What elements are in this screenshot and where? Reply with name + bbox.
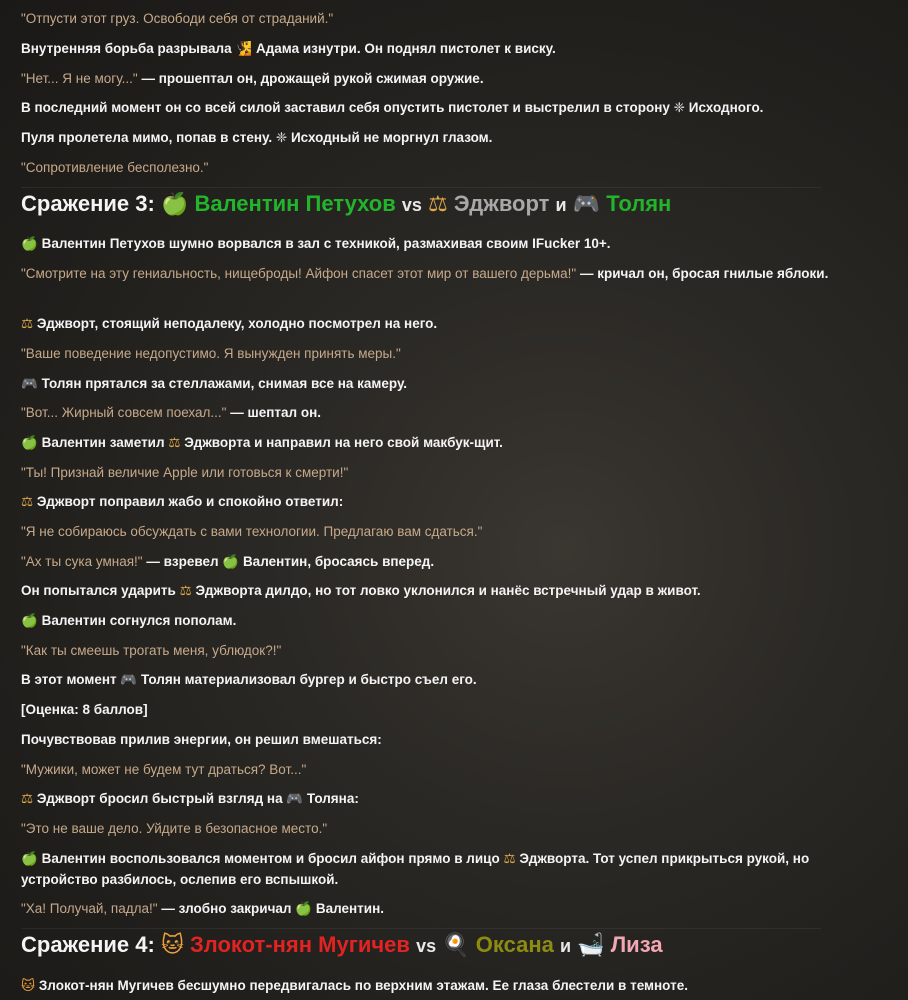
apple-icon: 🍏 — [21, 435, 38, 450]
apple-icon: 🍏 — [21, 236, 38, 251]
quote-text: "Смотрите на эту гениальность, нищеброды! Айфон спасет этот мир от вашего дерьма!" — [21, 266, 577, 281]
apple-icon: 🍏 — [21, 851, 38, 866]
quote-text: "Я не собираюсь обсуждать с вами технологии. Предлагаю вам сдаться." — [21, 524, 483, 539]
story-line — [21, 551, 881, 572]
narration: Он попытался ударить — [21, 583, 176, 598]
narration: Эджворта и направил на него свой макбук-щит. — [184, 435, 503, 450]
narration: Злокот-нян Мугичев бесшумно передвигалась по верхним этажам. Ее глаза блестели в темноте. — [38, 978, 688, 993]
heading-prefix: Сражение 3: — [21, 191, 155, 216]
story-line — [21, 580, 881, 601]
narration: — злобно закричал — [161, 901, 292, 916]
story-line — [21, 8, 881, 29]
gamepad-icon: 🎮 — [21, 376, 38, 391]
narration: В последний момент он со всей силой заставил себя опустить пистолет и выстрелил в сторону — [21, 100, 670, 115]
story-line — [21, 373, 881, 394]
narration: Эджворта дилдо, но тот ловко уклонился и нанёс встречный удар в живот. — [195, 583, 701, 598]
narration: — шептал он. — [230, 405, 321, 420]
scale-icon: ⚖ — [21, 316, 34, 331]
story-line — [21, 233, 881, 254]
narration: — кричал он, бросая гнилые яблоки. — [579, 266, 829, 281]
story-line — [21, 157, 881, 178]
frying-pan-icon: 🍳 — [442, 932, 470, 957]
narration: Валентин заметил — [41, 435, 165, 450]
vs-label: vs — [401, 195, 422, 215]
quote-text: "Ваше поведение недопустимо. Я вынужден принять меры." — [21, 346, 401, 361]
narration: — взревел — [146, 554, 219, 569]
scale-icon: ⚖ — [21, 494, 34, 509]
story-line — [21, 97, 881, 118]
divider — [21, 928, 821, 929]
person-icon: 🧏 — [235, 41, 253, 56]
story-line — [21, 521, 881, 542]
cat-icon: 🐱 — [21, 978, 36, 993]
battle-4-heading — [21, 930, 663, 961]
gamepad-icon: 🎮 — [286, 791, 304, 806]
narration: Толян материализовал бургер и быстро съел его. — [140, 672, 477, 687]
quote-text: "Ах ты сука умная!" — [21, 554, 143, 569]
gamepad-icon: 🎮 — [120, 672, 138, 687]
narration: Адама изнутри. Он поднял пистолет к виску. — [255, 41, 556, 56]
story-line — [21, 68, 881, 89]
story-line — [21, 788, 881, 809]
narration: Валентин воспользовался моментом и бросил айфон прямо в лицо — [41, 851, 500, 866]
quote-text: "Это не ваше дело. Уйдите в безопасное место." — [21, 821, 328, 836]
apple-icon: 🍏 — [295, 901, 313, 916]
story-line — [21, 610, 881, 631]
fighter-name: Лиза — [610, 932, 663, 957]
narration: Пуля пролетела мимо, попав в стену. — [21, 130, 273, 145]
scale-icon: ⚖ — [503, 851, 516, 866]
story-line — [21, 640, 881, 661]
narration: Толяна: — [306, 791, 359, 806]
story-line — [21, 759, 881, 780]
quote-text: "Нет... Я не могу..." — [21, 71, 138, 86]
story-line — [21, 343, 881, 364]
apple-icon: 🍏 — [21, 613, 38, 628]
score-text: [Оценка: 8 баллов] — [21, 702, 148, 717]
story-line — [21, 898, 881, 919]
narration: В этот момент — [21, 672, 117, 687]
story-line — [21, 848, 881, 890]
flower-icon: ❈ — [673, 100, 685, 115]
story-line — [21, 127, 881, 148]
heading-prefix: Сражение 4: — [21, 932, 155, 957]
battle-3-heading — [21, 189, 671, 220]
story-line — [21, 462, 881, 483]
narration: Эджворт поправил жабо и спокойно ответил: — [36, 494, 344, 509]
narration: Толян прятался за стеллажами, снимая все на камеру. — [41, 376, 408, 391]
fighter-name: Оксана — [475, 932, 554, 957]
narration: Эджворта. Тот успел прикрыться рукой, но устройство разбилось, ослепив его вспышкой. — [21, 851, 810, 887]
quote-text: "Ты! Признай величие Apple или готовься к смерти!" — [21, 465, 349, 480]
apple-icon: 🍏 — [222, 554, 240, 569]
narration: Валентин. — [315, 901, 384, 916]
fighter-name: Эджворт — [453, 191, 550, 216]
narration: Валентин согнулся пополам. — [41, 613, 237, 628]
flower-icon: ❈ — [275, 130, 288, 145]
cat-icon: 🐱 — [160, 932, 184, 957]
narration: Почувствовав прилив энергии, он решил вмешаться: — [21, 732, 382, 747]
story-line — [21, 975, 881, 996]
story-line — [21, 432, 881, 453]
quote-text: "Вот... Жирный совсем поехал..." — [21, 405, 227, 420]
story-line — [21, 491, 881, 512]
and-label: и — [560, 936, 572, 956]
narration: Валентин, бросаясь вперед. — [242, 554, 435, 569]
quote-text: "Как ты смеешь трогать меня, ублюдок?!" — [21, 643, 282, 658]
scale-icon: ⚖ — [21, 791, 34, 806]
fighter-name: Толян — [606, 191, 672, 216]
narration: Исходный не моргнул глазом. — [290, 130, 493, 145]
story-line — [21, 402, 881, 423]
and-label: и — [555, 195, 567, 215]
quote-text: "Ха! Получай, падла!" — [21, 901, 158, 916]
bathtub-icon: 🛁 — [577, 932, 605, 957]
quote-text: "Сопротивление бесполезно." — [21, 160, 209, 175]
quote-text: "Мужики, может не будем тут драться? Вот..." — [21, 762, 307, 777]
fighter-name: Валентин Петухов — [194, 191, 396, 216]
narration: Эджворт, стоящий неподалеку, холодно посмотрел на него. — [36, 316, 438, 331]
scale-icon: ⚖ — [168, 435, 181, 450]
story-line — [21, 699, 881, 720]
story-line — [21, 669, 881, 690]
narration: — прошептал он, дрожащей рукой сжимая оружие. — [141, 71, 484, 86]
scale-icon: ⚖ — [428, 191, 448, 216]
story-line — [21, 729, 881, 750]
story-line — [21, 818, 881, 839]
apple-icon: 🍏 — [160, 191, 189, 216]
story-line — [21, 38, 881, 59]
narration: Внутренняя борьба разрывала — [21, 41, 232, 56]
story-line — [21, 263, 881, 284]
scale-icon: ⚖ — [179, 583, 192, 598]
gamepad-icon: 🎮 — [572, 191, 601, 216]
narration: Исходного. — [688, 100, 764, 115]
quote-text: "Отпусти этот груз. Освободи себя от страданий." — [21, 11, 334, 26]
fighter-name: Злокот-нян Мугичев — [190, 932, 410, 957]
narration: Эджворт бросил быстрый взгляд на — [36, 791, 283, 806]
narration: Валентин Петухов шумно ворвался в зал с техникой, размахивая своим IFucker 10+. — [41, 236, 611, 251]
story-line — [21, 313, 881, 334]
divider — [21, 187, 821, 188]
vs-label: vs — [416, 936, 437, 956]
